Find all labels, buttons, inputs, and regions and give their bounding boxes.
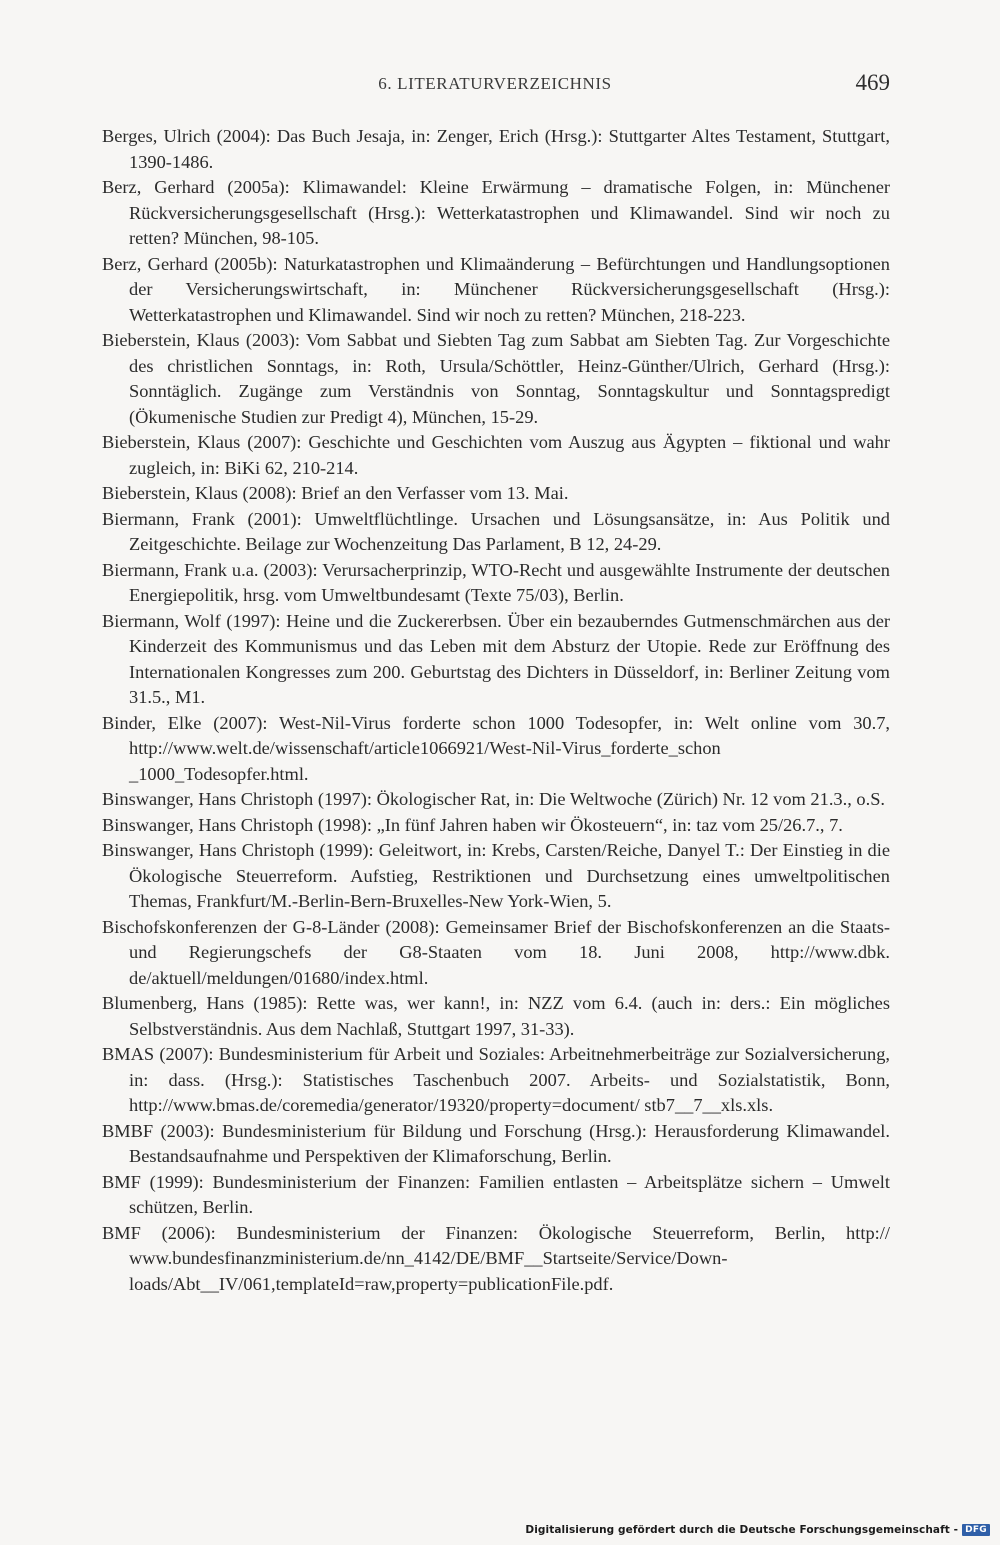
bibliography-entry: BMBF (2003): Bundesministerium für Bildung und Forschung (Hrsg.): Herausforderung Klimawandel. Bestandsaufnahme und Perspektiven der Klimaforschung, Berlin. — [102, 1120, 890, 1166]
bibliography-entry: Binswanger, Hans Christoph (1997): Ökologischer Rat, in: Die Weltwoche (Zürich) Nr. 12 vom 21.3., o.S. — [102, 789, 886, 809]
page-header — [100, 70, 890, 100]
bibliography-entry: Binswanger, Hans Christoph (1998): „In fünf Jahren haben wir Ökosteuern“, in: taz vom 25/26.7., 7. — [102, 814, 843, 835]
bibliography-entry: Berz, Gerhard (2005a): Klimawandel: Kleine Erwärmung – dramatische Folgen, in: Münchener Rückversicherungsgesellschaft (Hrsg.): Wetterkatastrophen und Klimawandel. Sind wir noch zu retten? München, 98-105. — [102, 177, 890, 248]
bibliography-entry: Biermann, Frank u.a. (2003): Verursacherprinzip, WTO-Recht und ausgewählte Instrumente der deutschen Energiepolitik, hrsg. vom Umweltbundesamt (Texte 75/03), Berlin. — [102, 559, 890, 605]
bibliography-entry: Bieberstein, Klaus (2003): Vom Sabbat und Siebten Tag zum Sabbat am Siebten Tag. Zur Vorgeschichte des christlichen Sonntags, in: Roth, Ursula/Schöttler, Heinz-Günther/Ulrich, Gerhard (Hrsg.): Sonntäglich. Zugänge zum Verständnis von Sonntag, Sonntagskultur und Sonntagspredigt (Ökumenische Studien zur Predigt 4), München, 15-29. — [102, 330, 890, 427]
running-head: 6. LITERATURVERZEICHNIS — [378, 74, 612, 93]
bibliography-entry: Bieberstein, Klaus (2007): Geschichte und Geschichten vom Auszug aus Ägypten – fiktional und wahr zugleich, in: BiKi 62, 210-214. — [102, 432, 890, 478]
digitization-footer — [525, 1524, 990, 1536]
bibliography-entry: BMAS (2007): Bundesministerium für Arbeit und Soziales: Arbeitnehmerbeiträge zur Sozialversicherung, in: dass. (Hrsg.): Statistisches Taschenbuch 2007. Arbeits- und Sozialstatistik, Bonn, http://www.bmas.de/coremedia/generator/19320/property=document/ stb7__7__xls.xls. — [102, 1044, 890, 1115]
bibliography-list — [102, 124, 890, 1297]
footer-text: Digitalisierung gefördert durch die Deutsche Forschungsgemeinschaft - — [525, 1524, 959, 1536]
bibliography-entry: Berges, Ulrich (2004): Das Buch Jesaja, in: Zenger, Erich (Hrsg.): Stuttgarter Altes Testament, Stuttgart, 1390-1486. — [102, 126, 890, 172]
bibliography-entry: BMF (2006): Bundesministerium der Finanzen: Ökologische Steuerreform, Berlin, http:// www.bundesfinanzministerium.de/nn_4142/DE/BMF__Startseite/Service/Downloads/Abt__IV/061,templateId=raw,property=publicationFile.pdf. — [102, 1222, 890, 1294]
bibliography-entry: Blumenberg, Hans (1985): Rette was, wer kann!, in: NZZ vom 6.4. (auch in: ders.: Ein mögliches Selbstverständnis. Aus dem Nachlaß, Stuttgart 1997, 31-33). — [102, 993, 890, 1039]
bibliography-entry: Biermann, Wolf (1997): Heine und die Zuckererbsen. Über ein bezauberndes Gutmenschmärchen aus der Kinderzeit des Kommunismus und das Leben mit dem Absturz der Utopie. Rede zur Eröffnung des Internationalen Kongresses zum 200. Geburtstag des Dichters in Düsseldorf, in: Berliner Zeitung vom 31.5., M1. — [102, 610, 890, 707]
bibliography-entry: Bischofskonferenzen der G-8-Länder (2008): Gemeinsamer Brief der Bischofskonferenzen an die Staats- und Regierungschefs der G8-Staaten vom 18. Juni 2008, http://www.dbk. de/aktuell/meldungen/01680/index.html. — [102, 916, 890, 988]
dfg-logo-icon: DFG — [962, 1524, 990, 1536]
bibliography-entry: Bieberstein, Klaus (2008): Brief an den Verfasser vom 13. Mai. — [102, 483, 569, 503]
bibliography-entry: Binswanger, Hans Christoph (1999): Geleitwort, in: Krebs, Carsten/Reiche, Danyel T.: Der Einstieg in die Ökologische Steuerreform. Aufstieg, Restriktionen und Durchsetzung eines umweltpolitischen Themas, Frankfurt/M.-Berlin-Bern-Bruxelles-New York-Wien, 5. — [102, 840, 890, 911]
bibliography-entry: Biermann, Frank (2001): Umweltflüchtlinge. Ursachen und Lösungsansätze, in: Aus Politik und Zeitgeschichte. Beilage zur Wochenzeitung Das Parlament, B 12, 24-29. — [102, 508, 890, 554]
bibliography-entry: Berz, Gerhard (2005b): Naturkatastrophen und Klimaänderung – Befürchtungen und Handlungsoptionen der Versicherungswirtschaft, in: Münchener Rückversicherungsgesellschaft (Hrsg.): Wetterkatastrophen und Klimawandel. Sind wir noch zu retten? München, 218-223. — [102, 253, 890, 325]
bibliography-entry: Binder, Elke (2007): West-Nil-Virus forderte schon 1000 Todesopfer, in: Welt online vom 30.7, http://www.welt.de/wissenschaft/article1066921/West-Nil-Virus_forderte_schon _1000_Todesopfer.html. — [102, 712, 890, 784]
page-number: 469 — [855, 70, 890, 95]
bibliography-entry: BMF (1999): Bundesministerium der Finanzen: Familien entlasten – Arbeitsplätze sichern – Umwelt schützen, Berlin. — [102, 1171, 890, 1217]
